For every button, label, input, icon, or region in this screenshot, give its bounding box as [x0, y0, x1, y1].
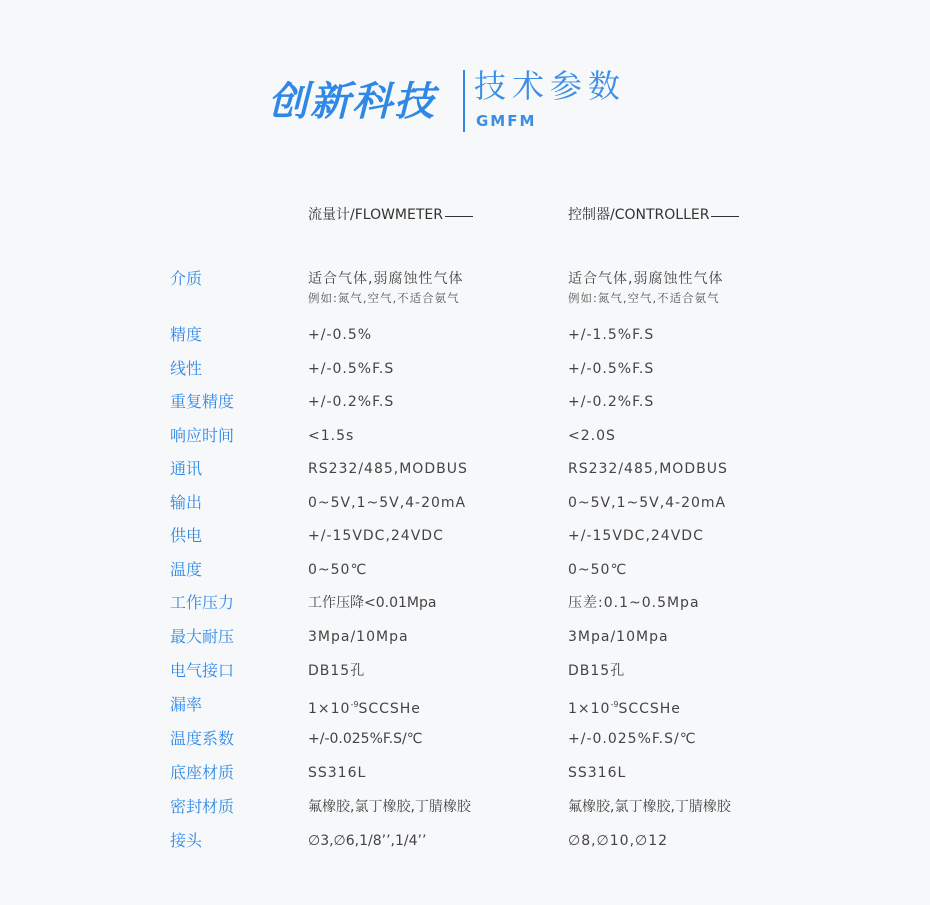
spec-label: 温度 — [170, 560, 203, 579]
leak-rate-unit: SCCSHe — [618, 701, 681, 717]
flowmeter-value-note: 例如:氮气,空气,不适合氨气 — [308, 291, 460, 305]
flowmeter-value: ∅3,∅6,1/8’’,1/4’’ — [308, 833, 427, 849]
column-header-flowmeter — [308, 206, 473, 224]
flowmeter-value: +/-0.2%F.S — [308, 394, 395, 410]
column-header-underline — [445, 216, 473, 217]
spec-label: 工作压力 — [170, 593, 235, 612]
spec-row-fitting — [0, 830, 930, 854]
spec-label: 精度 — [170, 325, 203, 344]
spec-row-response-time — [0, 425, 930, 449]
flowmeter-value: +/-0.5% — [308, 327, 373, 343]
spec-label: 最大耐压 — [170, 627, 235, 646]
controller-value: 0~50℃ — [568, 562, 628, 578]
controller-value: SS316L — [568, 765, 627, 781]
spec-label: 线性 — [170, 359, 203, 378]
column-header-controller-name: CONTROLLER — [614, 207, 710, 223]
controller-value: +/-1.5%F.S — [568, 327, 655, 343]
spec-label: 输出 — [170, 493, 203, 512]
flowmeter-value: <1.5s — [308, 428, 355, 444]
controller-value — [568, 695, 681, 719]
spec-row-temperature — [0, 559, 930, 583]
spec-row-leak-rate — [0, 694, 930, 718]
column-header-controller-prefix: 控制器/ — [568, 207, 615, 223]
controller-value: ∅8,∅10,∅12 — [568, 833, 669, 849]
spec-label: 供电 — [170, 526, 203, 545]
spec-row-linearity — [0, 358, 930, 382]
flowmeter-value: +/-0.5%F.S — [308, 361, 395, 377]
title-divider — [463, 70, 465, 132]
spec-row-power-supply — [0, 525, 930, 549]
controller-value: 压差:0.1~0.5Mpa — [568, 595, 700, 611]
spec-row-communication — [0, 458, 930, 482]
controller-value-note: 例如:氮气,空气,不适合氨气 — [568, 291, 720, 305]
spec-row-base-material — [0, 762, 930, 786]
spec-label: 密封材质 — [170, 797, 235, 816]
flowmeter-value: +/-0.025%F.S/℃ — [308, 731, 423, 747]
controller-value-main: 适合气体,弱腐蚀性气体 — [568, 271, 724, 287]
controller-value: +/-15VDC,24VDC — [568, 528, 704, 544]
controller-value: RS232/485,MODBUS — [568, 461, 728, 477]
spec-label: 温度系数 — [170, 729, 235, 748]
flowmeter-value — [308, 269, 463, 307]
controller-value — [568, 269, 723, 307]
column-header-underline — [711, 216, 739, 217]
flowmeter-value: DB15孔 — [308, 663, 366, 679]
controller-value: 0~5V,1~5V,4-20mA — [568, 495, 727, 511]
spec-row-working-pressure — [0, 592, 930, 616]
spec-label: 接头 — [170, 831, 203, 850]
controller-value: DB15孔 — [568, 663, 626, 679]
spec-label: 介质 — [170, 269, 203, 288]
brand-title: 创新科技 — [268, 78, 436, 125]
leak-rate-exponent: -9 — [350, 700, 359, 709]
leak-rate-unit: SCCSHe — [358, 701, 421, 717]
section-title: 技术参数 — [474, 67, 627, 105]
spec-row-seal-material — [0, 796, 930, 820]
column-header-flowmeter-prefix: 流量计/ — [308, 207, 355, 223]
flowmeter-value: 工作压降<0.01Mpa — [308, 595, 437, 611]
spec-row-accuracy — [0, 324, 930, 348]
flowmeter-value: 0~5V,1~5V,4-20mA — [308, 495, 467, 511]
spec-label: 电气接口 — [170, 661, 235, 680]
spec-label: 漏率 — [170, 695, 203, 714]
spec-label: 通讯 — [170, 459, 203, 478]
spec-label: 重复精度 — [170, 392, 235, 411]
spec-row-max-pressure — [0, 626, 930, 650]
controller-value: +/-0.2%F.S — [568, 394, 655, 410]
flowmeter-value: +/-15VDC,24VDC — [308, 528, 444, 544]
spec-label: 底座材质 — [170, 763, 235, 782]
leak-rate-base: 1×10 — [308, 701, 351, 717]
spec-row-medium — [0, 268, 930, 305]
spec-row-output — [0, 492, 930, 516]
controller-value: 3Mpa/10Mpa — [568, 629, 669, 645]
flowmeter-value: RS232/485,MODBUS — [308, 461, 468, 477]
controller-value: +/-0.5%F.S — [568, 361, 655, 377]
spec-row-repeatability — [0, 391, 930, 415]
spec-label: 响应时间 — [170, 426, 235, 445]
flowmeter-value — [308, 695, 421, 719]
controller-value: <2.0S — [568, 428, 616, 444]
column-header-controller — [568, 206, 739, 224]
flowmeter-value: 3Mpa/10Mpa — [308, 629, 409, 645]
flowmeter-value: 氟橡胶,氯丁橡胶,丁腈橡胶 — [308, 799, 471, 815]
section-header — [268, 62, 648, 134]
flowmeter-value-main: 适合气体,弱腐蚀性气体 — [308, 271, 464, 287]
spec-row-electrical-interface — [0, 660, 930, 684]
column-header-flowmeter-name: FLOWMETER — [354, 207, 443, 223]
controller-value: 氟橡胶,氯丁橡胶,丁腈橡胶 — [568, 799, 731, 815]
section-title-en: GMFM — [476, 112, 537, 130]
leak-rate-base: 1×10 — [568, 701, 611, 717]
controller-value: +/-0.025%F.S/℃ — [568, 731, 697, 747]
leak-rate-exponent: -9 — [610, 700, 619, 709]
flowmeter-value: SS316L — [308, 765, 367, 781]
flowmeter-value: 0~50℃ — [308, 562, 368, 578]
spec-row-temperature-coefficient — [0, 728, 930, 752]
